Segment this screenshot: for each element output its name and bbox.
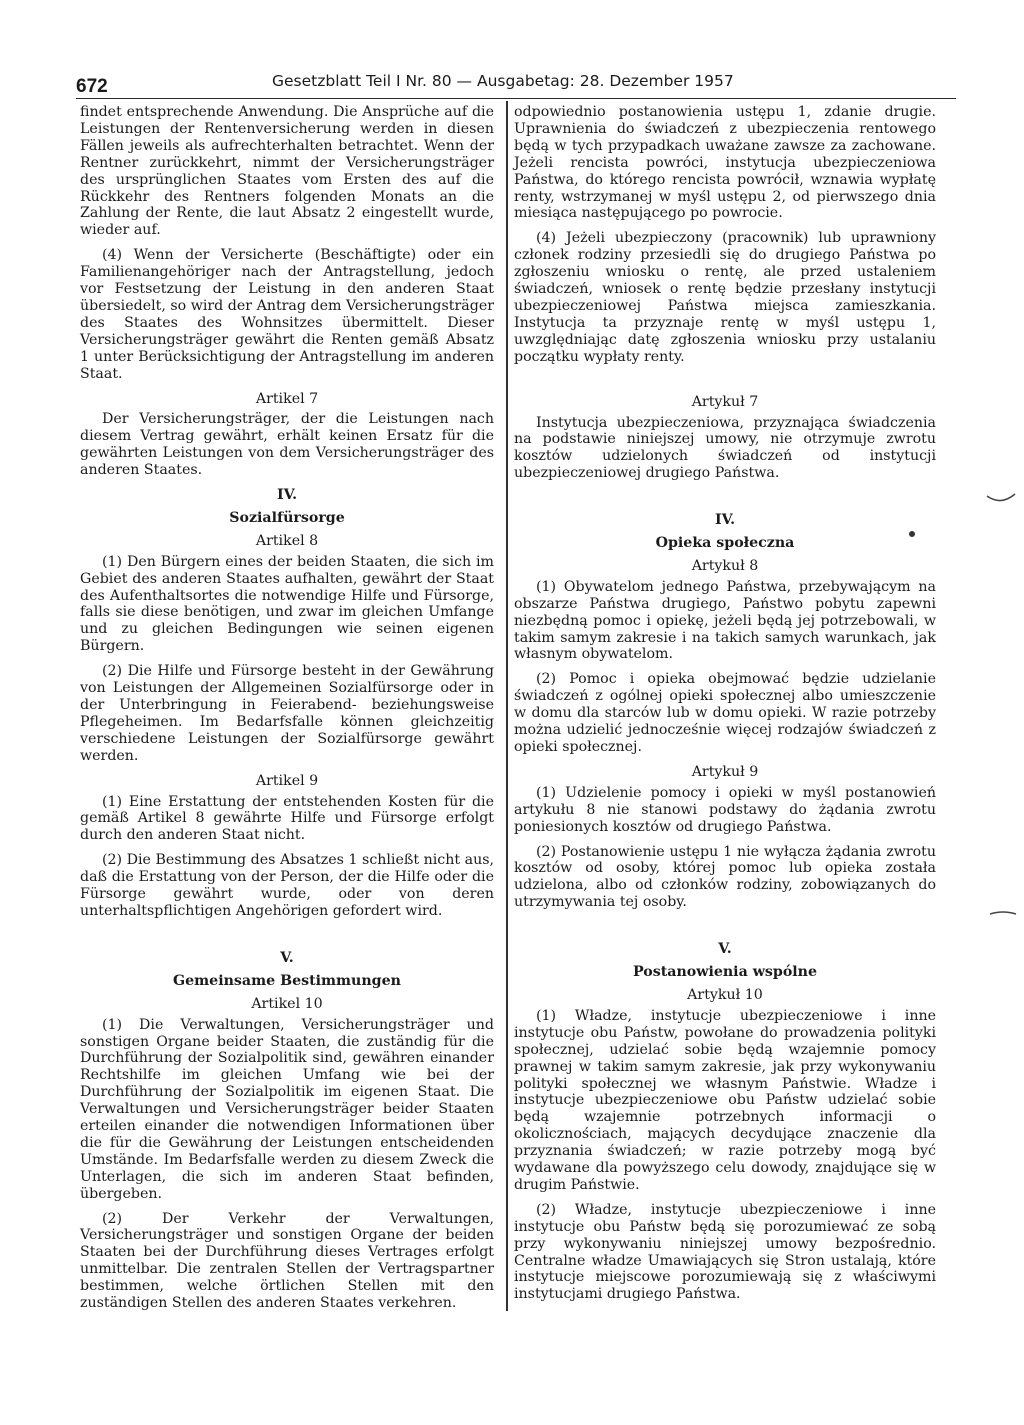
- paragraph: (2) Die Hilfe und Fürsorge besteht in der Gewährung von Leistungen der Allgemeinen Sozialfürsorge oder in der Unterbringung in Feierabend- beziehungsweise Pflegeheimen. Im Bedarfsfalle können gleichzeitig verschiedene Leistungen der Sozialfürsorge gewährt werden.: [80, 663, 494, 764]
- section-number: V.: [280, 949, 294, 966]
- page-number: 672: [76, 76, 108, 97]
- article-heading: Artikel 9: [255, 772, 319, 789]
- section-number: IV.: [276, 487, 298, 504]
- page-header: [76, 68, 956, 99]
- paragraph: (2) Postanowienie ustępu 1 nie wyłącza żądania zwrotu kosztów od osoby, której pomoc lub opieka została udzielona, albo od członków rodziny, zobowiązanych do utrzymywania tej osoby.: [514, 843, 936, 911]
- paragraph: (4) Jeżeli ubezpieczony (pracownik) lub uprawniony członek rodziny przesiedli się do drugiego Państwa po zgłoszeniu wniosku o rentę, ale przed ustaleniem świadczeń, wniosek o rentę będzie przesłany instytucji ubezpieczeniowej Państwa miejsca zamieszkania. Instytucja ta przyznaje rentę w myśl ustępu 1, uwzględniając datę zgłoszenia wniosku przy ustalaniu początku wypłaty renty.: [514, 230, 936, 365]
- paragraph: Instytucja ubezpieczeniowa, przyznająca świadczenia na podstawie niniejszej umowy, nie otrzymuje zwrotu kosztów udzielonych świadczeń od instytucji ubezpieczeniowej drugiego Państwa.: [514, 414, 936, 482]
- section-title: Gemeinsame Bestimmungen: [173, 972, 401, 989]
- paragraph: odpowiednio postanowienia ustępu 1, zdanie drugie. Uprawnienia do świadczeń z ubezpieczenia rentowego będą w tych przypadkach uważane zawsze za zachowane. Jeżeli rencista powróci, instytucja ubezpieczeniowa Państwa, do którego rencista powrócił, wznawia wypłatę renty, wstrzymanej w myśl ustępu 2, od pierwszego dnia miesiąca następującego po powrocie.: [514, 104, 936, 222]
- paragraph: (2) Władze, instytucje ubezpieczeniowe i inne instytucje obu Państw będą się porozumiewać ze sobą przy wykonywaniu niniejszej umowy bezpośrednio. Centralne władze Umawiających się Stron ustalają, które instytucje miejscowe porozumiewają się z właściwymi instytucjami drugiego Państwa.: [514, 1201, 936, 1303]
- paragraph: (1) Władze, instytucje ubezpieczeniowe i inne instytucje obu Państw, powołane do prowadzenia polityki społecznej, udzielać sobie będą wzajemnie pomocy prawnej w takim samym zakresie, jak przy wykonywaniu polityki społecznej we własnym Państwie. Władze i instytucje ubezpieczeniowe obu Państw udzielać sobie będą wzajemnie potrzebnych informacji o okolicznościach, mających decydujące znaczenie dla przyznania świadczeń; w razie potrzeby mogą być wydawane dla powyższego celu dowody, znajdujące się w drugim Państwie.: [514, 1007, 936, 1193]
- margin-mark-icon: [985, 492, 1017, 506]
- article-heading: Artykuł 10: [687, 986, 763, 1003]
- section-title: Opieka społeczna: [655, 535, 795, 552]
- paragraph: (1) Udzielenie pomocy i opieki w myśl postanowień artykułu 8 nie stanowi podstawy do żądania zwrotu poniesionych kosztów od drugiego Państwa.: [514, 784, 936, 835]
- paragraph: (4) Wenn der Versicherte (Beschäftigte) oder ein Familienangehöriger nach der Antragstellung, jedoch vor Festsetzung der Leistung in den anderen Staat übersiedelt, so wird der Antrag dem Versicherungsträger des Staates des Wohnsitzes übermittelt. Dieser Versicherungsträger gewährt die Renten gemäß Absatz 1 unter Berücksichtigung der Antragstellung im anderen Staat.: [80, 247, 494, 382]
- paragraph: (1) Obywatelom jednego Państwa, przebywającym na obszarze Państwa drugiego, Państwo pobytu zapewni niezbędną pomoc i opiekę, jeżeli będą jej potrzebowali, w takim samym zakresie i na takich samych warunkach, jak własnym obywatelom.: [514, 578, 936, 663]
- article-heading: Artikel 8: [255, 532, 319, 549]
- ink-spot-icon: [906, 528, 918, 540]
- section-number: IV.: [714, 512, 736, 529]
- paragraph: (2) Die Bestimmung des Absatzes 1 schließt nicht aus, daß die Erstattung von der Person, der die Hilfe oder die Fürsorge gewährt wurde, oder von deren unterhaltspflichtigen Angehörigen gefordert wird.: [80, 852, 494, 919]
- paragraph: (1) Eine Erstattung der entstehenden Kosten für die gemäß Artikel 8 gewährte Hilfe und Fürsorge erfolgt durch den anderen Staat nicht.: [80, 793, 494, 844]
- margin-mark-icon: [988, 908, 1018, 920]
- paragraph: (1) Die Verwaltungen, Versicherungsträger und sonstigen Organe beider Staaten, die zuständig für die Durchführung der Sozialpolitik sind, gewähren einander Rechtshilfe im gleichen Umfang wie bei der Durchführung der Sozialpolitik im eigenen Staat. Die Verwaltungen und Versicherungsträger beider Staaten erteilen einander die notwendigen Informationen über die für die Gewährung der Leistungen entscheidenden Umstände. Im Bedarfsfalle werden zu diesem Zweck die Unterlagen, die sich im anderen Staat befinden, übergeben.: [80, 1016, 494, 1202]
- article-heading: Artykuł 9: [691, 763, 759, 780]
- section-title: Sozialfürsorge: [229, 509, 345, 526]
- polish-column: [514, 104, 936, 1311]
- running-head: Gesetzblatt Teil I Nr. 80 — Ausgabetag: 28. Dezember 1957: [272, 72, 734, 90]
- article-heading: Artykuł 7: [691, 393, 759, 410]
- article-heading: Artykuł 8: [691, 557, 759, 574]
- paragraph: (2) Der Verkehr der Verwaltungen, Versicherungsträger und sonstigen Organe der beiden Staaten bei der Durchführung dieses Vertrages erfolgt unmittelbar. Die zentralen Stellen der Vertragspartner bestimmen, welche örtlichen Stellen mit den zuständigen Stellen des anderen Staates verkehren.: [80, 1210, 494, 1312]
- paragraph: (2) Pomoc i opieka obejmować będzie udzielanie świadczeń z ogólnej opieki społecznej albo umieszczenie w domu dla starców lub w domu opieki. W razie potrzeby można udzielić jednocześnie więcej rodzajów świadczeń z opieki społecznej.: [514, 671, 936, 755]
- section-number: V.: [718, 941, 732, 958]
- paragraph: findet entsprechende Anwendung. Die Ansprüche auf die Leistungen der Rentenversicherung werden in diesen Fällen jeweils als aufrechterhalten betrachtet. Wenn der Rentner zurückkehrt, nimmt der Versicherungsträger des ursprünglichen Staates vom Ersten des auf die Rückkehr des Rentners folgenden Monats an die Zahlung der Rente, die laut Absatz 2 eingestellt wurde, wieder auf.: [80, 104, 494, 239]
- column-divider: [506, 101, 508, 1311]
- article-heading: Artikel 10: [251, 995, 323, 1012]
- section-title: Postanowienia wspólne: [632, 964, 818, 981]
- german-column: [80, 104, 494, 1320]
- paragraph: Der Versicherungsträger, der die Leistungen nach diesem Vertrag gewährt, erhält keinen Ersatz für die gewährten Leistungen von dem Versicherungsträger des anderen Staates.: [80, 411, 494, 479]
- paragraph: (1) Den Bürgern eines der beiden Staaten, die sich im Gebiet des anderen Staates aufhalten, gewährt der Staat des Aufenthaltsortes die notwendige Hilfe und Fürsorge, falls sie diese benötigen, und zwar im gleichen Umfange und zu gleichen Bedingungen wie seinen eigenen Bürgern.: [80, 553, 494, 655]
- article-heading: Artikel 7: [255, 390, 319, 407]
